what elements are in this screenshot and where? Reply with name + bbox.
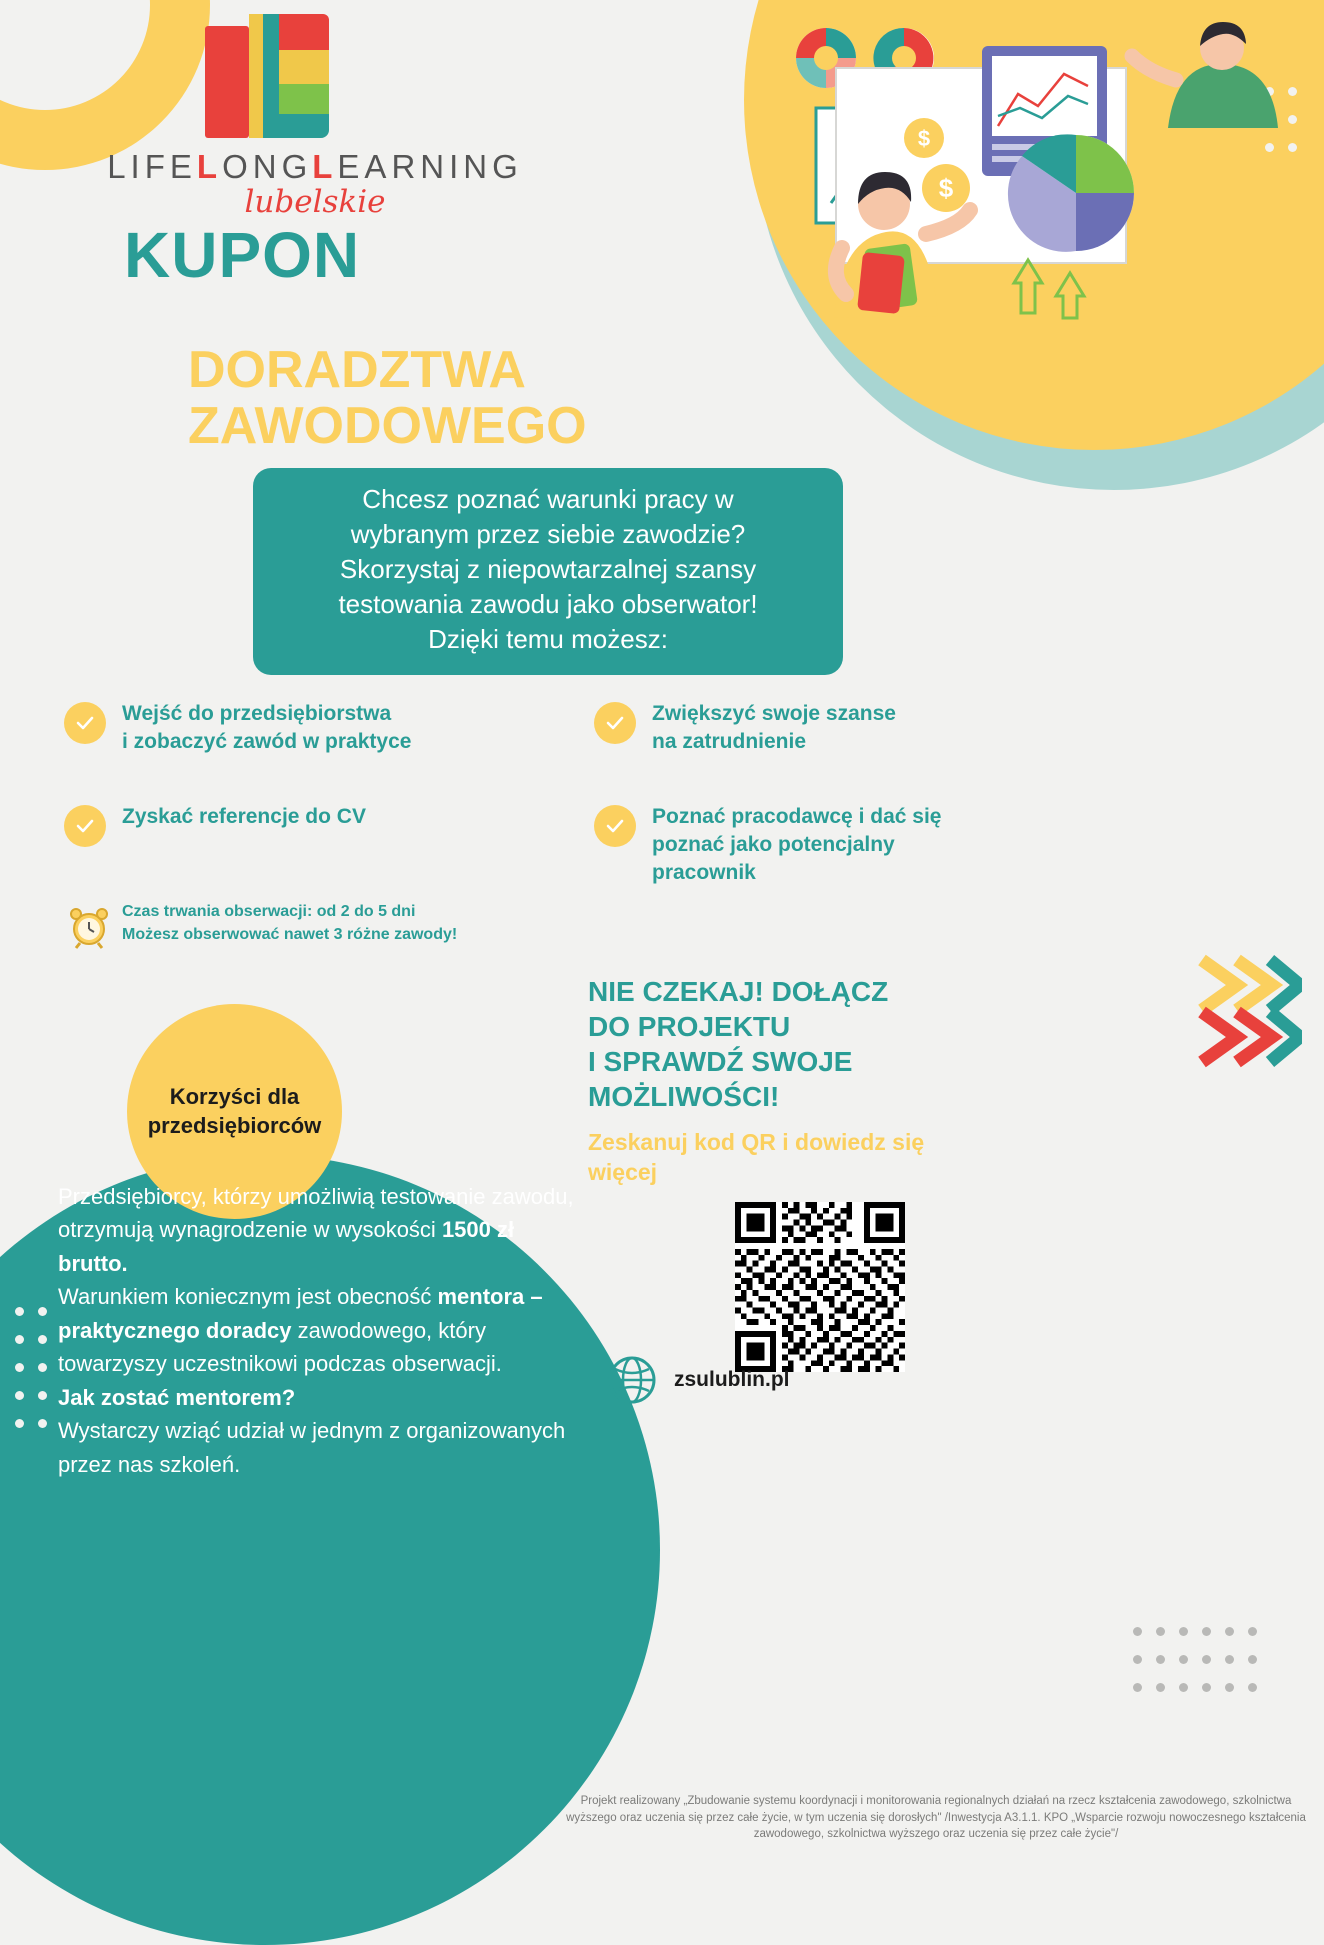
logo-wordmark: LIFELONGLEARNING bbox=[107, 148, 523, 185]
svg-text:$: $ bbox=[938, 173, 954, 203]
banner-line-4: testowania zawodu jako obserwator! bbox=[338, 589, 758, 620]
check-icon bbox=[64, 702, 106, 744]
employer-text-p2-bold: mentora – praktycznego doradcy bbox=[58, 1284, 543, 1343]
benefit-item bbox=[64, 700, 594, 757]
alarm-clock-icon bbox=[66, 903, 112, 949]
subtitle-line-2: ZAWODOWEGO bbox=[188, 397, 587, 456]
benefit-label: Poznać pracodawcę i dać się poznać jako potencjalny pracownik bbox=[652, 804, 942, 885]
logo-subtitle: lubelskie bbox=[244, 184, 386, 220]
decor-dots-right bbox=[1126, 1620, 1264, 1704]
banner-line-1: Chcesz poznać warunki pracy w bbox=[362, 484, 734, 514]
badge-label: Korzyści dla przedsiębiorców bbox=[147, 1083, 322, 1138]
intro-banner bbox=[253, 468, 843, 675]
cta-heading bbox=[588, 974, 888, 1114]
check-icon bbox=[64, 805, 106, 847]
benefit-label: Wejść do przedsiębiorstwa i zobaczyć zawód w praktyce bbox=[122, 702, 412, 754]
globe-icon bbox=[608, 1356, 656, 1404]
qr-code-icon[interactable] bbox=[735, 1202, 905, 1372]
cta-line-4: MOŻLIWOŚCI! bbox=[588, 1081, 780, 1112]
page-subtitle bbox=[188, 342, 587, 454]
employer-benefits-text bbox=[58, 1180, 578, 1481]
website-label[interactable]: zsulublin.pl bbox=[674, 1368, 790, 1391]
duration-note bbox=[66, 900, 457, 949]
employer-text-p3-bold: Jak zostać mentorem? bbox=[58, 1384, 296, 1410]
chevron-arrows-icon bbox=[1182, 950, 1302, 1085]
banner-line-5: Dzięki temu możesz: bbox=[428, 624, 668, 655]
cta-line-2: DO PROJEKTU bbox=[588, 1011, 791, 1042]
banner-line-3: Skorzystaj z niepowtarzalnej szansy bbox=[339, 554, 757, 585]
lifelong-learning-logo-icon bbox=[205, 14, 375, 142]
banner-line-2: wybranym przez siebie zawodzie? bbox=[350, 519, 746, 550]
check-icon bbox=[594, 805, 636, 847]
duration-note-text: Czas trwania obserwacji: od 2 do 5 dni Możesz obserwować nawet 3 różne zawody! bbox=[122, 903, 458, 944]
logo-block bbox=[55, 14, 575, 220]
employer-text-p2: Warunkiem koniecznym jest obecność bbox=[58, 1284, 438, 1310]
benefit-item bbox=[594, 700, 1124, 757]
benefit-item bbox=[64, 803, 594, 888]
business-presentation-illustration bbox=[776, 8, 1316, 338]
footer-disclaimer: Projekt realizowany „Zbudowanie systemu koordynacji i monitorowania regionalnych działań na rzecz kształcenia zawodowego, szkolnictwa wyższego oraz uczenia się przez całe życie, w tym uczenia się dorosłych" /Inwestycja A3.1.1. KPO „Wsparcie rozwoju nowoczesnego kształcenia zawodowego, szkolnictwa wyższego oraz uczenia się przez całe życie"/ bbox=[566, 1795, 1306, 1841]
benefits-list bbox=[64, 700, 1124, 934]
employer-text-p3: Wystarczy wziąć udział w jednym z organizowanych przez nas szkoleń. bbox=[58, 1418, 566, 1477]
cta-line-3: I SPRAWDŹ SWOJE bbox=[588, 1046, 853, 1077]
employer-text-p2-rest: zawodowego, który towarzyszy uczestnikowi podczas obserwacji. bbox=[58, 1317, 502, 1377]
employer-text-p1-bold: 1500 zł brutto. bbox=[58, 1217, 515, 1276]
qr-instruction: Zeskanuj kod QR i dowiedz się więcej bbox=[588, 1129, 925, 1185]
check-icon bbox=[594, 702, 636, 744]
cta-line-1: NIE CZEKAJ! DOŁĄCZ bbox=[588, 976, 889, 1007]
website-row[interactable] bbox=[608, 1356, 790, 1404]
employer-text-p1: Przedsiębiorcy, którzy umożliwią testowanie zawodu, otrzymują wynagrodzenie w wysokości bbox=[58, 1184, 574, 1243]
subtitle-line-1: DORADZTWA bbox=[188, 341, 526, 399]
benefit-item bbox=[594, 803, 1124, 888]
benefit-label: Zyskać referencje do CV bbox=[122, 804, 366, 828]
benefit-label: Zwiększyć swoje szanse na zatrudnienie bbox=[652, 702, 896, 754]
page-title: KUPON bbox=[124, 219, 361, 291]
decor-dots-left bbox=[8, 1300, 54, 1440]
svg-text:$: $ bbox=[917, 126, 931, 151]
